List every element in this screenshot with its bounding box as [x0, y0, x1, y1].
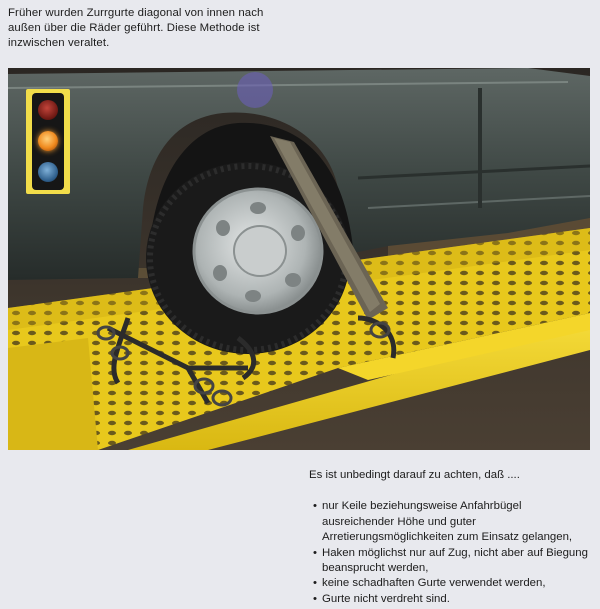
list-item-text: keine schadhaften Gurte verwendet werden,: [322, 577, 546, 590]
traffic-light-icon: [26, 89, 70, 194]
notes-heading: Es ist unbedingt darauf zu achten, daß ....: [309, 469, 520, 481]
red-lamp-icon: [38, 100, 58, 120]
list-item: [309, 592, 594, 607]
bullet-icon: •: [313, 500, 317, 513]
list-item-text: Haken möglichst nur auf Zug, nicht aber auf Biegung beansprucht werden,: [322, 546, 588, 575]
notes-section: [309, 468, 594, 607]
car-transporter-photo: [8, 68, 590, 450]
list-item: [309, 499, 594, 545]
bullet-icon: •: [313, 577, 317, 590]
amber-lamp-icon: [38, 131, 58, 151]
blue-lamp-icon: [38, 162, 58, 182]
notes-list: [309, 499, 594, 607]
traffic-light-housing: [32, 93, 64, 190]
list-item-text: nur Keile beziehungsweise Anfahrbügel ausreichender Höhe und guter Arretierungsmöglichkeiten zum Einsatz gelangen,: [322, 500, 573, 544]
list-item: [309, 576, 594, 591]
list-item-text: Gurte nicht verdreht sind.: [322, 592, 450, 605]
bullet-icon: •: [313, 546, 317, 559]
intro-paragraph: Früher wurden Zurrgurte diagonal von innen nach außen über die Räder geführt. Diese Methode ist inzwischen veraltet.: [8, 7, 264, 50]
bullet-icon: •: [313, 592, 317, 605]
photo-illustration: [8, 68, 590, 450]
list-item: [309, 546, 594, 577]
